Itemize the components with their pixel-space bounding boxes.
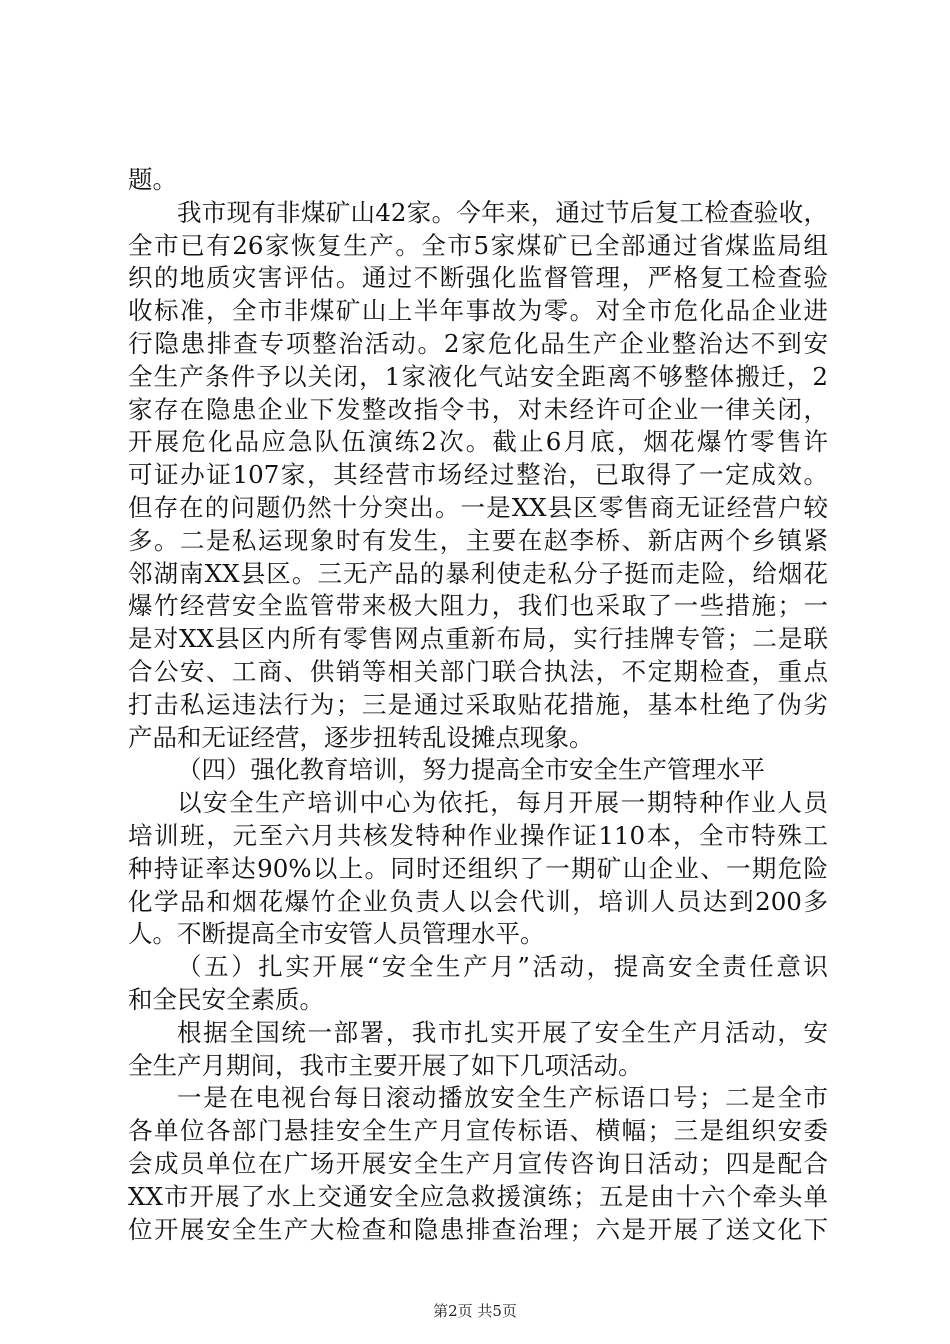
text-line: 全市已有26家恢复生产。全市5家煤矿已全部通过省煤监局组 [128,230,828,260]
text-line: 收标准，全市非煤矿山上半年事故为零。对全市危化品企业进 [128,296,828,326]
text-line: 种持证率达90%以上。同时还组织了一期矿山企业、一期危险 [128,853,828,883]
text-line: 和全民安全素质。 [128,984,324,1014]
text-line: 人。不断提高全市安管人员管理水平。 [128,919,545,949]
text-line: 但存在的问题仍然十分突出。一是XX县区零售商无证经营户较 [128,492,828,522]
text-line: 产品和无证经营，逐步扭转乱设摊点现象。 [128,722,594,752]
text-line: 多。二是私运现象时有发生，主要在赵李桥、新店两个乡镇紧 [128,525,828,555]
text-line: 化学品和烟花爆竹企业负责人以会代训，培训人员达到200多 [128,886,828,916]
text-line: 以安全生产培训中心为依托，每月开展一期特种作业人员 [177,788,828,818]
text-line: 织的地质灾害评估。通过不断强化监督管理，严格复工检查验 [128,263,828,293]
text-line: 根据全国统一部署，我市扎实开展了安全生产月活动，安 [177,1017,828,1047]
text-line: 行隐患排查专项整治活动。2家危化品生产企业整治达不到安 [128,328,828,358]
text-line: 培训班，元至六月共核发特种作业操作证110本，全市特殊工 [128,820,828,850]
text-line: 是对XX县区内所有零售网点重新布局，实行挂牌专管；二是联 [128,624,828,654]
text-line: 合公安、工商、供销等相关部门联合执法，不定期检查，重点 [128,656,828,686]
text-line: 全生产条件予以关闭，1家液化气站安全距离不够整体搬迁，2 [128,361,828,391]
text-line: 打击私运违法行为；三是通过采取贴花措施，基本杜绝了伪劣 [128,689,828,719]
text-line: 家存在隐患企业下发整改指令书，对未经许可企业一律关闭， [128,394,828,424]
text-line: 各单位各部门悬挂安全生产月宣传标语、横幅；三是组织安委 [128,1116,828,1146]
page-footer: 第2页 共5页 [433,1302,517,1320]
text-line: XX市开展了水上交通安全应急救援演练；五是由十六个牵头单 [128,1181,828,1211]
text-line: 邻湖南XX县区。三无产品的暴利使走私分子挺而走险，给烟花 [128,558,828,588]
text-line: 可证办证107家，其经营市场经过整治，已取得了一定成效。 [128,460,828,490]
text-line: 开展危化品应急队伍演练2次。截止6月底，烟花爆竹零售许 [128,427,828,457]
text-line: （四）强化教育培训，努力提高全市安全生产管理水平 [177,755,765,785]
text-line: 我市现有非煤矿山42家。今年来，通过节后复工检查验收， [177,197,828,227]
text-line: 全生产月期间，我市主要开展了如下几项活动。 [128,1050,643,1080]
text-line: （五）扎实开展“安全生产月”活动，提高安全责任意识 [177,952,828,982]
text-line: 题。 [128,165,177,194]
document-body [128,164,828,1246]
text-line: 会成员单位在广场开展安全生产月宣传咨询日活动；四是配合 [128,1148,828,1178]
text-line: 位开展安全生产大检查和隐患排查治理；六是开展了送文化下 [128,1214,828,1244]
text-line: 爆竹经营安全监管带来极大阻力，我们也采取了一些措施；一 [128,591,828,621]
text-line: 一是在电视台每日滚动播放安全生产标语口号；二是全市 [177,1083,828,1113]
